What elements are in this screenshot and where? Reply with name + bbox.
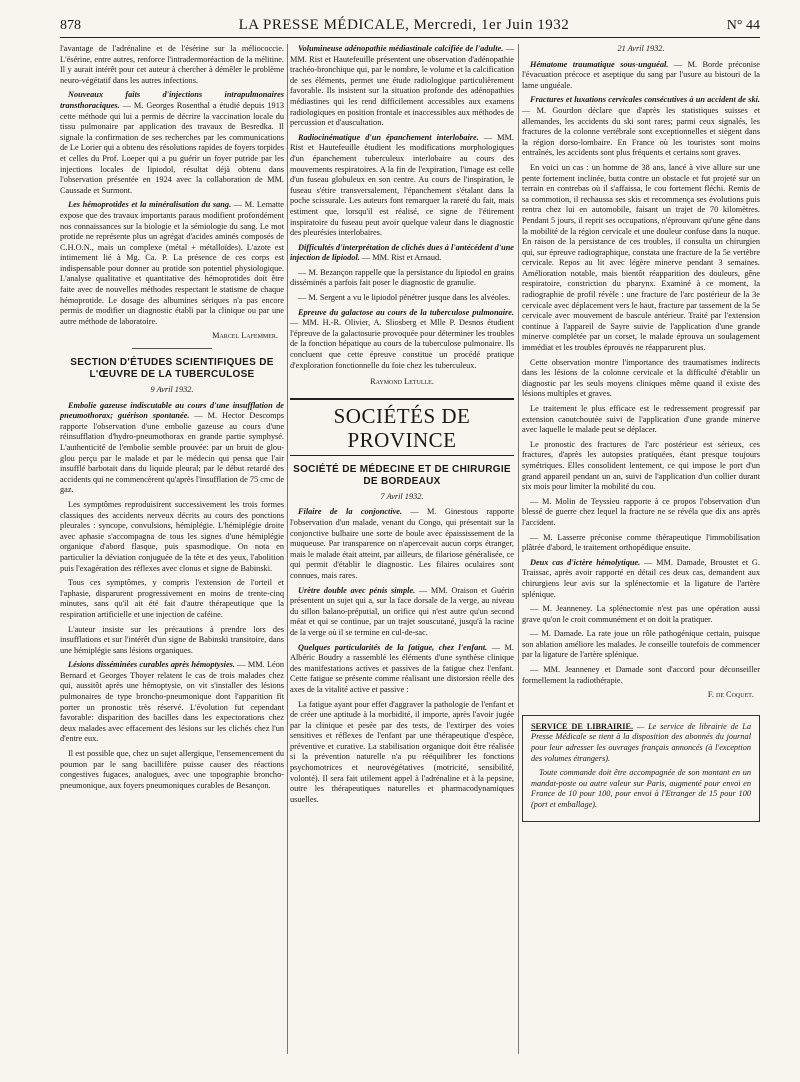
library-service-notice bbox=[522, 715, 760, 822]
article-title: Lésions disséminées curables après hémoptysies. bbox=[68, 660, 235, 670]
column-1 bbox=[60, 44, 284, 795]
society-date: 7 Avril 1932. bbox=[380, 491, 424, 501]
article-title: Epreuve du galactose au cours de la tuberculose pulmonaire. bbox=[298, 307, 514, 317]
column-2 bbox=[290, 44, 514, 809]
article-title: Filaire de la conjonctive. bbox=[298, 507, 403, 517]
signature: F. de Coquet. bbox=[707, 690, 754, 700]
notice-body: — Le service de librairie de La Presse Médicale se tient à la disposition des abonnés du journal pour leur adresser les ouvrages français annoncés (à l'exception des volumes étrangers). bbox=[531, 721, 751, 763]
page-header bbox=[60, 12, 760, 38]
column-rule bbox=[518, 44, 519, 1054]
paragraph: En voici un cas : un homme de 38 ans, lancé à vive allure sur une pente fortement inclinée, butta contre un obstacle et fut projeté sur un terrain en contrebas où il s'affaissa, le cou fortement fléchi. Remis de sa commotion, il rechaussa ses skis et recommença ses évolutions puis rentra chez lui en automobile, faisant un trajet de 70 kilomètres. Pendant 5 jours, il reprit ses occupations, n'éprouvant qu'une gêne dans la mobilité de la région cervicale et une douleur confuse dans la nuque. En raison de la persistance de ces troubles, il consulta un chirurgien qui, sur épreuve radiographique, constata une fracture de la 5e vertèbre cervicale. Repos au lit avec légère minerve pendant 3 semaines. Amélioration notable, mais bientôt réapparition des douleurs, gêne respiratoire, constriction du pharynx. Examiné à ce moment, la radiographie de profil révèle : une fracture de l'arc postérieur de la 3e cervicale avec déplacement vers le haut, fracture par tassement de la 5e cervicale avec mouvement de bascule antérieur. Traité par l'extension continue à l'appareil de Sayre suivie de l'application d'une grande minerve complétée par un corset, le malade éprouva un soulagement immédiat et les troubles éprouvés ne réapparurent plus. bbox=[522, 162, 760, 353]
paragraph: — M. Lasserre préconise comme thérapeutique l'immobilisation plâtrée d'abord, le traitement orthopédique ensuite. bbox=[522, 532, 760, 553]
article-body: — M. Lematte expose que des travaux importants paraus modifient profondément nos connaissances sur la biologie et la sémiologie du sang. Le mot protide ne représente plus un agrégat d'acides aminés composés de C.H.O.N., mais un complexe (métal + métalloïdes). L'azote est intimement lié à Mg. Ca. P. La présence de ces corps est indispensable pour donner au protide son potentiel physiologique. L'analyse qualitative et quantitative des hémoprotides doit être faite avec de nouvelles méthodes respectant le statisme de chaque hémoprotide. Le dosage des albumines sériques n'a pas encore permis de modifier un diagnostic établi par la clinique ou par une autre méthode de laboratoire. bbox=[60, 200, 284, 326]
paragraph: l'avantage de l'adrénaline et de l'ésérine sur la méliococcie. L'ésérine, entre autres, renforce l'intradermoréaction de la mélitine. Il y aurait intérêt pour cet auteur à chercher à démêler le problème neuro-végétatif dans les autres infections. bbox=[60, 44, 284, 85]
notice-title: SERVICE DE LIBRAIRIE. bbox=[531, 721, 634, 731]
article bbox=[290, 308, 514, 372]
article bbox=[60, 401, 284, 496]
article bbox=[290, 243, 514, 264]
article bbox=[290, 507, 514, 581]
paragraph: Cette observation montre l'importance des traumatismes indirects dans les lésions de la colonne cervicale et la difficulté d'établir un diagnostic par les seuls moyens cliniques même quand il existe des lésions multiples et graves. bbox=[522, 357, 760, 399]
article-body: — MM. Rist et Hautefeuille étudient les modifications morphologiques d'un épanchement tuberculeux interlobaire au cours des mouvements respiratoires. A la fin de l'expiration, l'image est celle d'un fuseau globuleux en son centre. Au cours de l'inspiration, le fuseau s'étire transversalement, l'épanchement s'étalant dans la poche scissurale. Les auteurs font remarquer la rareté du fait, mais estiment que, lorsqu'il est réalisé, ce signe de l'étirement inspiratoire du fuseau peut avoir quelque valeur dans le diagnostic des pleurésies interlobaires. bbox=[290, 132, 514, 238]
paragraph: Les symptômes reproduisirent successivement les trois formes classiques des accidents nerveux décrits au cours des ponctions pleurales : syncope, convulsions, hémiplégie. L'hémiplégie droite avec aphasie s'accompagna de tous les signes d'une hémiplégie organique d'abord flasque, puis spasmodique. On nota en particulier la déviation conjuguée de la tête et des yeux, l'abolition puis l'exagération des réflexes avec clonus et signe de Babinski. bbox=[60, 499, 284, 573]
article-body: — M. Hector Descomps rapporte l'observation d'une embolie gazeuse au cours d'une réinsufflation d'hydro-pneumothorax en grande partie symphysé. L'authenticité de l'embolie semble prouvée: par un bruit de glou-glou perçu par le malade et par le médecin qui pensa que l'air insufflé barbotait dans du liquide pleural; par le début retardé des accidents qui ne commencèrent qu'après l'insufflation de 75 cmc de gaz. bbox=[60, 411, 284, 495]
paragraph: La fatigue ayant pour effet d'aggraver la pathologie de l'enfant et de créer une aptitude à la morbidité, il importe, après l'avoir jugée par la clinique et pesée par des tests, de l'extirper des voies sensitives et réflexes de l'enfant par une thérapeutique d'espèce, préventive et curative. La stabilisation organique doit être réalisée si la prévention naturelle n'a pu rééquilibrer les fonctions psychomotrices et neurovégétatives (motricité, sensibilité, volonté). Il sera fait utilement appel à l'adrénaline et à la pepsine, outre les thérapeutiques naturelles et pharmacodynamiques usuelles. bbox=[290, 699, 514, 804]
article-body: — M. Albéric Boudry a rassemblé les éléments d'une synthèse clinique des manifestations actives et passives de la fatigue chez l'enfant. Cette fatigue se présente comme réalisant une distorsion réelle des axes de la vitalité active et passive : bbox=[290, 642, 514, 694]
article-body: — M. Borde préconise l'évacuation précoce et aseptique du sang par l'usure au bistouri de la lame unguéale. bbox=[522, 59, 760, 90]
article-title: Volumineuse adénopathie médiastinale calcifiée de l'adulte. bbox=[298, 44, 504, 53]
section-heading: SECTION D'ÉTUDES SCIENTIFIQUES DE L'ŒUVRE DE LA TUBERCULOSE bbox=[70, 357, 274, 381]
article-body: — M. Georges Rosenthal a étudié depuis 1913 cette méthode qui lui a permis de décrire la vaccination locale du tissu pulmonaire par application des travaux de Besredka. Il signale la confirmation de ses recherches par les communications de Le Lorier qui a obtenu des résolutions rapides de foyers torpides et celles du Prof. Loeper qui a pu guérir un foyer putride par les injections locales de lipiodol, résultat déjà obtenu dans l'observation présentée en 1924 avec la collaboration de MM. Caussade et Surmont. bbox=[60, 100, 284, 195]
paragraph: Le traitement le plus efficace est le redressement progressif par extension caoutchoutée suivi de l'application d'une grande minerve avec laquelle le malade peut se déplacer. bbox=[522, 404, 760, 435]
article-body: — MM. Rist et Hautefeuille présentent une observation d'adénopathie trachéo-bronchique qui, par le nombre, le volume et la calcification de ses éléments, permet une étude radiologique particulièrement favorable. Ils insistent sur la situation profonde des adénopathies médiastines qui les rend difficilement accessibles aux examens radiologiques en position frontale et inaccessibles aux méthodes de percussion et d'auscultation. bbox=[290, 44, 515, 128]
article-title: Fractures et luxations cervicales consécutives à un accident de ski. bbox=[530, 95, 760, 105]
paragraph: Il est possible que, chez un sujet allergique, l'ensemencement du poumon par le sang bacillifère puisse causer des réactions congestives fugaces, analogues, avec une topographie broncho-pneumonique, aux foyers pneumoniques curables de Besançon. bbox=[60, 749, 284, 790]
article bbox=[60, 90, 284, 196]
article-body: — MM. Rist et Arnaud. bbox=[359, 253, 442, 263]
section-banner: SOCIÉTÉS DE PROVINCE bbox=[290, 398, 514, 456]
article bbox=[60, 200, 284, 327]
notice-paragraph: Toute commande doit être accompagnée de son montant en un mandat-poste ou autre valeur sur Paris, augmenté pour envoi en France de 10 pour 100, pour envoi à l'Etranger de 15 pour 100 (port et emballage). bbox=[531, 768, 751, 809]
article-body: — MM. Léon Bernard et Georges Thoyer relatent le cas de trois malades chez qui, aussitôt après une hémoptysie, on vit s'installer des lésions pulmonaires de type broncho-pneumonique dont l'apparition fit porter un pronostic très réservé. L'évolution fut cependant favorable: disparition des bacilles dans les expectorations chez deux malades avec effacement des lésions sur les clichés chez l'un d'entre eux. bbox=[60, 660, 284, 744]
article bbox=[290, 586, 514, 639]
article-title: Deux cas d'ictère hémolytique. bbox=[530, 557, 641, 567]
article-body: — MM. H.-R. Olivier, A. Sliosberg et Mlle P. Desnos étudient l'épreuve de la galactosurie provoquée pour déterminer les troubles de la fonction hépatique au cours de la tuberculose pulmonaire. Ils concluent que cette épreuve constitue un procédé pratique d'exploration fonctionnelle du foie chez les tuberculeux. bbox=[290, 318, 514, 370]
notice-paragraph bbox=[531, 722, 751, 764]
column-rule bbox=[287, 44, 288, 1054]
article-title: Hématome traumatique sous-unguéal. bbox=[530, 59, 669, 69]
article-title: Nouveaux faits d'injections intrapulmonaires transthoraciques. bbox=[60, 90, 284, 110]
article-title: Embolie gazeuse indiscutable au cours d'une insufflation de pneumothorax; guérison spontanée. bbox=[60, 400, 284, 421]
signature: Marcel Lafemmer. bbox=[212, 331, 278, 341]
article bbox=[60, 660, 284, 745]
page-number: 878 bbox=[60, 18, 81, 33]
issue-number: N° 44 bbox=[726, 18, 760, 33]
article bbox=[290, 643, 514, 696]
article-title: Les hémoprotides et la minéralisation du sang. bbox=[68, 200, 232, 210]
paragraph: Le pronostic des fractures de l'arc postérieur est sérieux, ces fractures, d'après les autopsies pratiquées, étant presque toujours symétriques. Elles consolident lentement, ce qui impose le port d'un grand appareil pendant un an, suivi de l'application d'un collier durant six mois pour limiter la mobilité du cou. bbox=[522, 439, 760, 492]
article-body: — M. Ginestous rapporte l'observation d'un malade, venant du Congo, qui présentait sur la conjonctive bulbaire une sorte de boule avec épaississement de la muqueuse. Par transparence on n'apercevait aucun corps étranger, mais le malade était atteint, par ailleurs, de filariose généralisée, ce qui permit d'établir le diagnostic. Les filaires oculaires sont connues, mais rares. bbox=[290, 507, 514, 580]
article bbox=[290, 133, 514, 239]
article-body: — MM. Damade, Broustet et G. Traissac, après avoir rapporté en détail ces deux cas, demandent aux chirurgiens leur avis sur la splénectomie et la ligature de l'artère splénique. bbox=[522, 557, 760, 599]
article-title: Difficultés d'interprétation de clichés dues à l'antécédent d'une injection de lipiodol. bbox=[290, 242, 514, 263]
article bbox=[522, 95, 760, 159]
paragraph: — M. Sergent a vu le lipiodol pénétrer jusque dans les alvéoles. bbox=[298, 293, 511, 303]
journal-title: LA PRESSE MÉDICALE, Mercredi, 1er Juin 1932 bbox=[238, 17, 570, 33]
article bbox=[290, 44, 514, 129]
paragraph: — M. Bezançon rappelle que la persistance du lipiodol en grains disséminés a parfois fait poser le diagnostic de granulie. bbox=[290, 267, 514, 288]
article-title: Quelques particularités de la fatigue, chez l'enfant. bbox=[298, 642, 488, 652]
section-date: 9 Avril 1932. bbox=[150, 385, 194, 395]
article bbox=[522, 558, 760, 600]
article-body: — MM. Oraison et Guérin présentent un sujet qui a, sur la face dorsale de la verge, au niveau du sillon balano-préputial, un orifice qui n'est autre qu'un second méat et qui se continue, par un trajet souscutané, jusqu'à la racine de la verge où il se termine en cul-de-sac. bbox=[290, 585, 515, 637]
article-body: — M. Gourdon déclare que d'après les statistiques suisses et allemandes, les accidents du ski sont rares; parmi ceux signalés, les fractures de la colonne vertébrale sont exceptionnelles et siègent dans la région dorso-lombaire. En France où les touristes sont moins entraînés, les accidents sont plus fréquents et certains sont graves. bbox=[522, 105, 760, 158]
paragraph: — M. Molin de Teyssieu rapporte à ce propos l'observation d'un blessé de guerre chez lequel la fracture ne se révéla que dix ans après l'accident. bbox=[522, 496, 760, 527]
paragraph: — M. Damade. La rate joue un rôle pathogénique certain, puisque son ablation améliore les malades. Je conseille toutefois de commencer par la ligature de l'artère splénique. bbox=[522, 629, 760, 660]
signature: Raymond Letulle. bbox=[370, 377, 434, 387]
article bbox=[522, 60, 760, 92]
paragraph: Tous ces symptômes, y compris l'extension de l'orteil et l'aphasie, disparurent progressivement en moins de trente-cinq minutes, sans qu'il ait été fait d'autre thérapeutique que la respiration artificielle et une injection de caféine. bbox=[60, 578, 284, 619]
society-heading: SOCIÉTÉ DE MÉDECINE ET DE CHIRURGIE DE BORDEAUX bbox=[293, 463, 511, 487]
article-title: Radiocinématique d'un épanchement interlobaire. bbox=[298, 132, 479, 142]
meeting-date: 21 Avril 1932. bbox=[617, 44, 665, 53]
article-title: Urètre double avec pénis simple. bbox=[298, 585, 416, 595]
paragraph: — M. Jeanneney. La splénectomie n'est pas une opération aussi grave qu'on le croit communément et on doit la pratiquer. bbox=[522, 604, 760, 624]
paragraph: — MM. Jeanneney et Damade sont d'accord pour déconseiller formellement la radiothérapie. bbox=[522, 665, 760, 685]
separator bbox=[132, 348, 212, 349]
column-3 bbox=[522, 44, 760, 822]
paragraph: L'auteur insiste sur les précautions à prendre lors des insufflations et sur l'intérêt d'un signe de Babinski transitoire, dans une hémiplégie sans lésions organiques. bbox=[60, 624, 284, 655]
